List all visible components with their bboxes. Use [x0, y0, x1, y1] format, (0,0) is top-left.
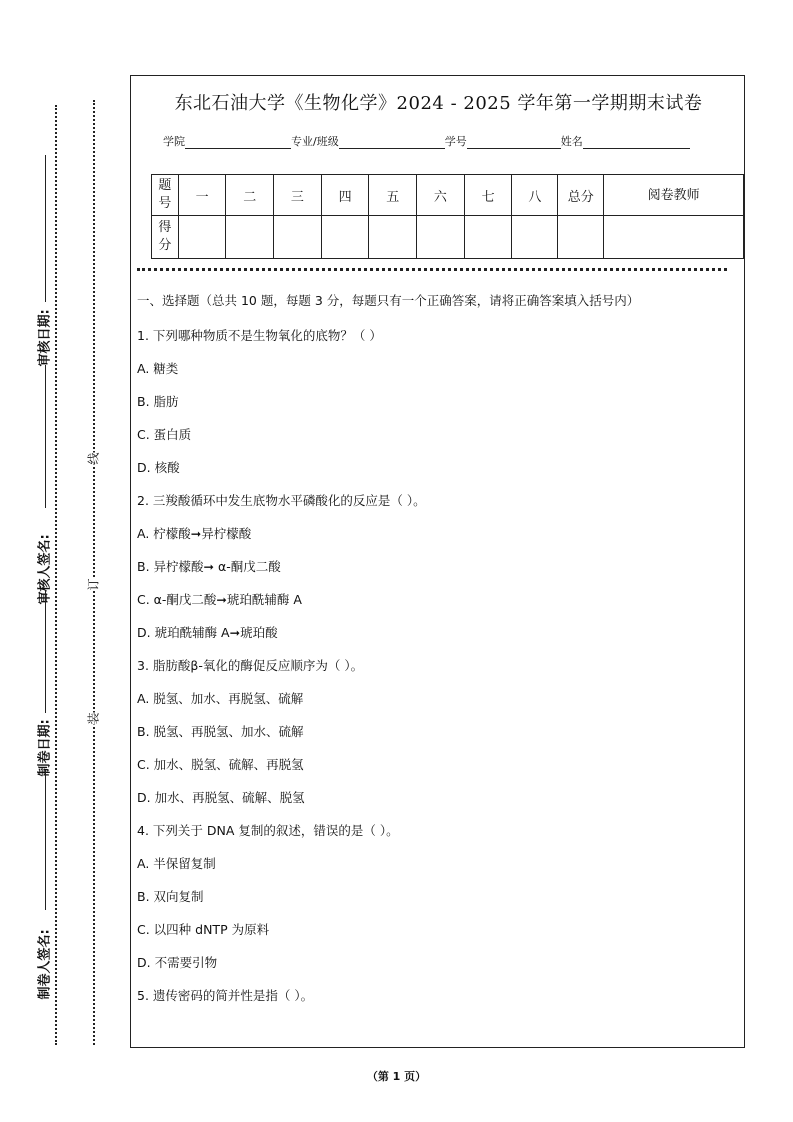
question-option: B. 双向复制	[137, 889, 204, 904]
score-col-header: 八	[512, 175, 558, 216]
maker-date-label: 制卷日期:	[37, 719, 53, 777]
exam-frame	[130, 75, 745, 1048]
question-option: C. 以四种 dNTP 为原料	[137, 922, 270, 937]
question-option: D. 琥珀酰辅酶 A➞琥珀酸	[137, 625, 278, 640]
question-option: B. 异柠檬酸➞ α-酮戊二酸	[137, 559, 281, 574]
maker-sign-line	[45, 770, 46, 910]
score-col-header: 四	[321, 175, 369, 216]
score-cell[interactable]	[369, 216, 417, 259]
score-col-header-total: 总分	[558, 175, 604, 216]
binding-dotted-line-inner	[93, 100, 95, 1045]
score-cell[interactable]	[417, 216, 465, 259]
score-col-header: 三	[274, 175, 322, 216]
page-footer: （第 1 页）	[366, 1070, 427, 1083]
question-option: A. 脱氢、加水、再脱氢、硫解	[137, 691, 304, 706]
question-option: C. α-酮戊二酸➞琥珀酰辅酶 A	[137, 592, 302, 607]
question-option: C. 加水、脱氢、硫解、再脱氢	[137, 757, 304, 772]
question-stem: 5. 遗传密码的简并性是指（ ）。	[137, 988, 314, 1003]
review-date-label: 审核日期:	[37, 309, 53, 367]
section-divider	[137, 268, 727, 271]
question-stem: 3. 脂肪酸β-氧化的酶促反应顺序为（ ）。	[137, 658, 364, 673]
binding-mark-staple: 订	[83, 578, 104, 590]
exam-title: 东北石油大学《生物化学》2024 - 2025 学年第一学期期末试卷	[174, 93, 703, 114]
binding-mark-line: 线	[83, 452, 104, 464]
college-field[interactable]	[185, 136, 291, 149]
student-info-row	[163, 133, 690, 149]
question-option: B. 脂肪	[137, 394, 179, 409]
question-stem: 2. 三羧酸循环中发生底物水平磷酸化的反应是（ ）。	[137, 493, 426, 508]
binding-dotted-line-outer	[55, 105, 57, 1045]
score-col-header: 七	[464, 175, 512, 216]
question-stem: 4. 下列关于 DNA 复制的叙述，错误的是（ ）。	[137, 823, 399, 838]
reviewer-sign-label: 审核人签名:	[37, 534, 53, 605]
score-table-header-row	[152, 175, 744, 216]
score-cell[interactable]	[464, 216, 512, 259]
score-col-header: 一	[178, 175, 226, 216]
review-date-line	[45, 155, 46, 302]
question-stem: 1. 下列哪种物质不是生物氧化的底物？（ ）	[137, 328, 382, 343]
score-cell-total[interactable]	[558, 216, 604, 259]
major-label: 专业/班级	[291, 135, 339, 148]
score-cell[interactable]	[226, 216, 274, 259]
student-id-field[interactable]	[467, 136, 561, 149]
maker-date-line	[45, 590, 46, 713]
score-row-label: 得分	[152, 216, 179, 259]
question-option: D. 核酸	[137, 460, 180, 475]
score-cell[interactable]	[274, 216, 322, 259]
question-option: C. 蛋白质	[137, 427, 192, 442]
maker-sign-label: 制卷人签名:	[37, 929, 53, 1000]
grader-label: 阅卷教师	[604, 175, 744, 216]
question-option: D. 不需要引物	[137, 955, 218, 970]
question-number-label: 题号	[152, 175, 179, 216]
major-field[interactable]	[339, 136, 445, 149]
grader-signature-cell[interactable]	[604, 216, 744, 259]
score-cell[interactable]	[512, 216, 558, 259]
binding-mark-seal: 装	[83, 712, 104, 724]
college-label: 学院	[163, 135, 185, 148]
reviewer-sign-line	[45, 365, 46, 508]
score-col-header: 六	[417, 175, 465, 216]
score-cell[interactable]	[178, 216, 226, 259]
score-table	[151, 174, 744, 259]
score-col-header: 二	[226, 175, 274, 216]
questions-area	[137, 290, 737, 1012]
student-id-label: 学号	[444, 135, 467, 148]
name-label: 姓名	[560, 135, 583, 148]
score-col-header: 五	[369, 175, 417, 216]
question-option: A. 半保留复制	[137, 856, 216, 871]
question-option: A. 柠檬酸➞异柠檬酸	[137, 526, 252, 541]
question-option: B. 脱氢、再脱氢、加水、硫解	[137, 724, 304, 739]
score-table-score-row	[152, 216, 744, 259]
name-field[interactable]	[583, 136, 690, 149]
question-option: D. 加水、再脱氢、硫解、脱氢	[137, 790, 305, 805]
question-option: A. 糖类	[137, 361, 179, 376]
score-cell[interactable]	[321, 216, 369, 259]
section-title: 一、选择题（总共 10 题，每题 3 分，每题只有一个正确答案，请将正确答案填入括号内）	[137, 293, 640, 308]
